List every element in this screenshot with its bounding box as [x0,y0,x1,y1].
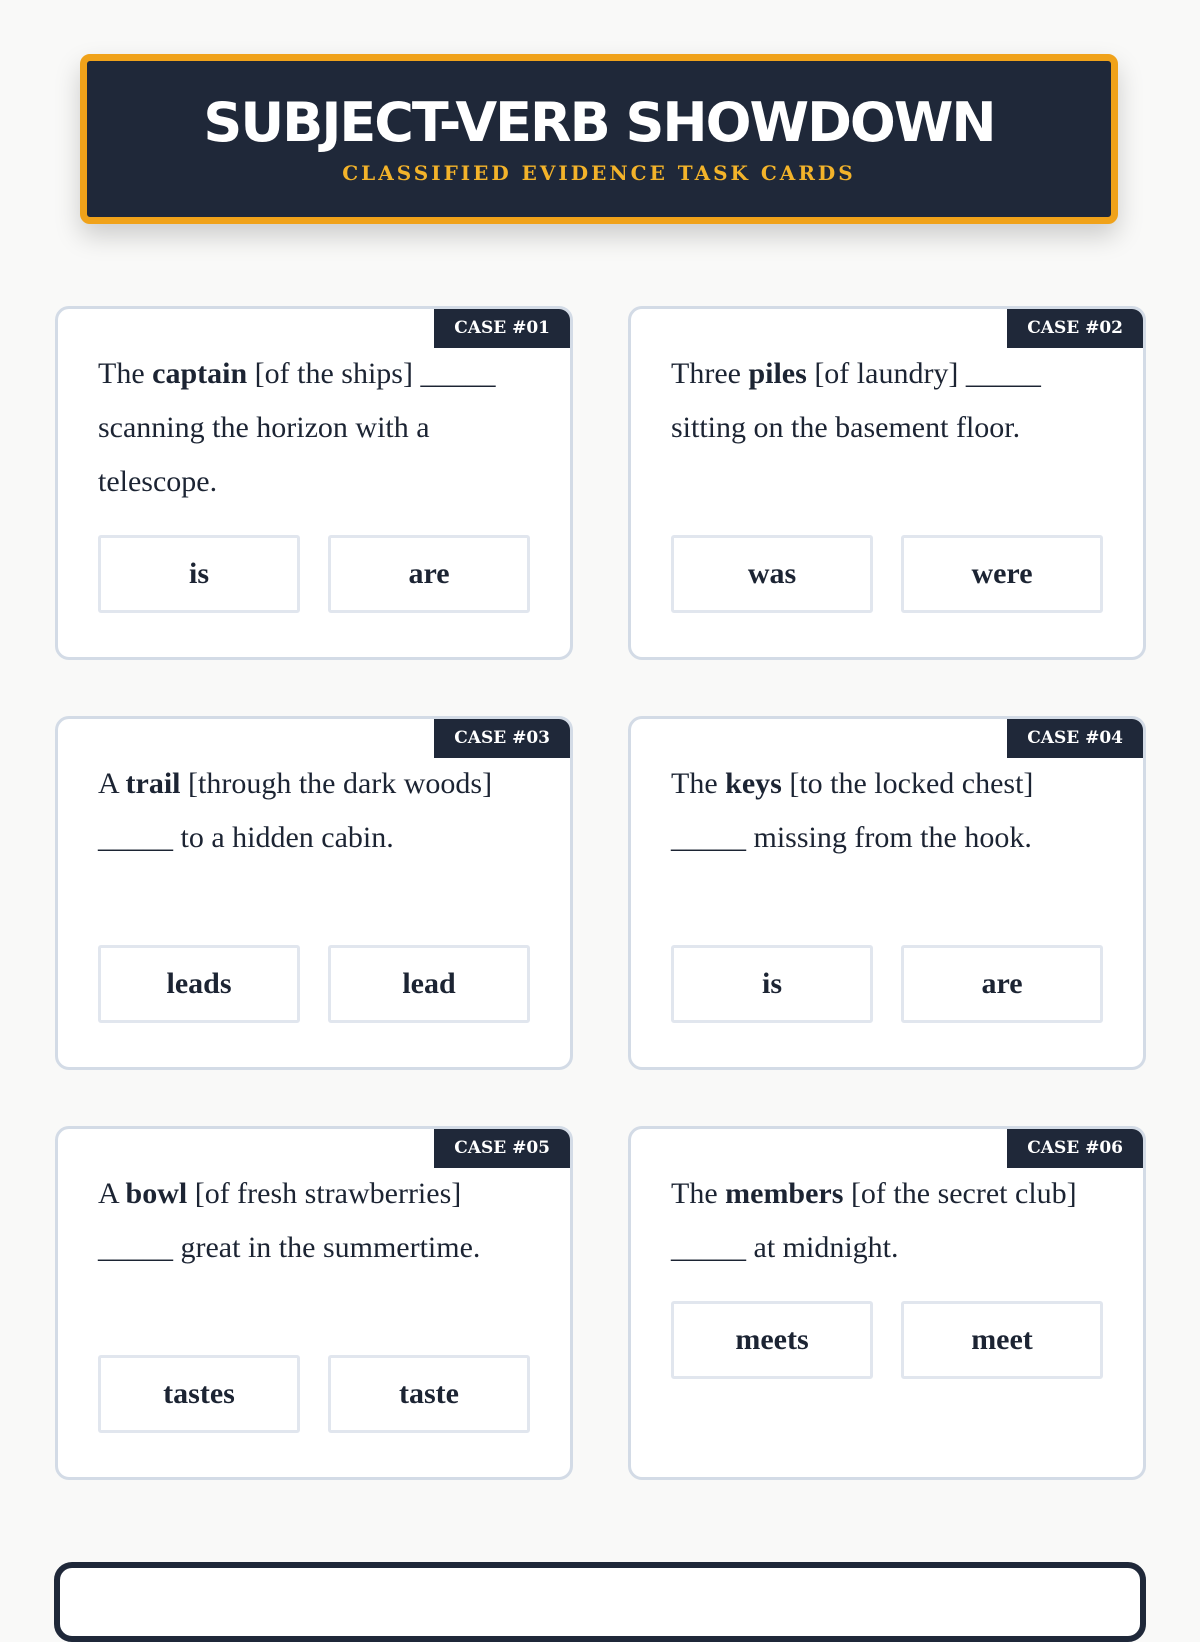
answer-option-button[interactable]: lead [328,945,530,1023]
sentence-start: The [671,767,726,800]
sentence-subject: keys [725,767,782,800]
sentence-start: A [98,767,126,800]
sentence-start: A [98,1177,126,1210]
card-sentence [98,757,528,865]
card-sentence [671,347,1101,455]
sentence-subject: piles [748,357,807,390]
task-card-03 [55,716,573,1070]
answer-option-button[interactable]: were [901,535,1103,613]
task-card-02 [628,306,1146,660]
answer-options [98,945,530,1023]
sentence-start: The [98,357,153,390]
card-sentence [98,347,528,509]
page-subtitle: CLASSIFIED EVIDENCE TASK CARDS [342,161,856,185]
answer-options [671,535,1103,613]
answer-option-button[interactable]: was [671,535,873,613]
sentence-start: The [671,1177,726,1210]
answer-option-button[interactable]: taste [328,1355,530,1433]
sentence-rest: [to the locked chest] _____ missing from the hook. [671,767,1034,854]
case-number-badge: CASE #01 [434,309,570,348]
page-header [80,54,1118,224]
answer-options [98,1355,530,1433]
answer-option-button[interactable]: leads [98,945,300,1023]
answer-options [671,1301,1103,1379]
task-card-05 [55,1126,573,1480]
task-card-04 [628,716,1146,1070]
card-sentence [98,1167,528,1275]
sentence-subject: members [725,1177,844,1210]
case-number-badge: CASE #03 [434,719,570,758]
answer-options [98,535,530,613]
answer-option-button[interactable]: tastes [98,1355,300,1433]
card-sentence [671,757,1101,865]
case-number-badge: CASE #04 [1007,719,1143,758]
answer-option-button[interactable]: is [98,535,300,613]
sentence-rest: [of the ships] _____ scanning the horizon with a telescope. [98,357,496,498]
sentence-rest: [of fresh strawberries] _____ great in the summertime. [98,1177,481,1264]
answer-options [671,945,1103,1023]
sentence-subject: trail [125,767,181,800]
task-card-06 [628,1126,1146,1480]
sentence-subject: bowl [125,1177,188,1210]
case-number-badge: CASE #02 [1007,309,1143,348]
page-title: SUBJECT-VERB SHOWDOWN [203,91,995,154]
answer-option-button[interactable]: are [901,945,1103,1023]
bottom-panel [54,1562,1146,1642]
case-number-badge: CASE #06 [1007,1129,1143,1168]
sentence-subject: captain [152,357,248,390]
sentence-rest: [of the secret club] _____ at midnight. [671,1177,1077,1264]
card-sentence [671,1167,1101,1275]
answer-option-button[interactable]: meet [901,1301,1103,1379]
sentence-start: Three [671,357,749,390]
answer-option-button[interactable]: is [671,945,873,1023]
case-number-badge: CASE #05 [434,1129,570,1168]
answer-option-button[interactable]: meets [671,1301,873,1379]
task-card-01 [55,306,573,660]
answer-option-button[interactable]: are [328,535,530,613]
sentence-rest: [of laundry] _____ sitting on the basement floor. [671,357,1041,444]
sentence-rest: [through the dark woods] _____ to a hidden cabin. [98,767,493,854]
